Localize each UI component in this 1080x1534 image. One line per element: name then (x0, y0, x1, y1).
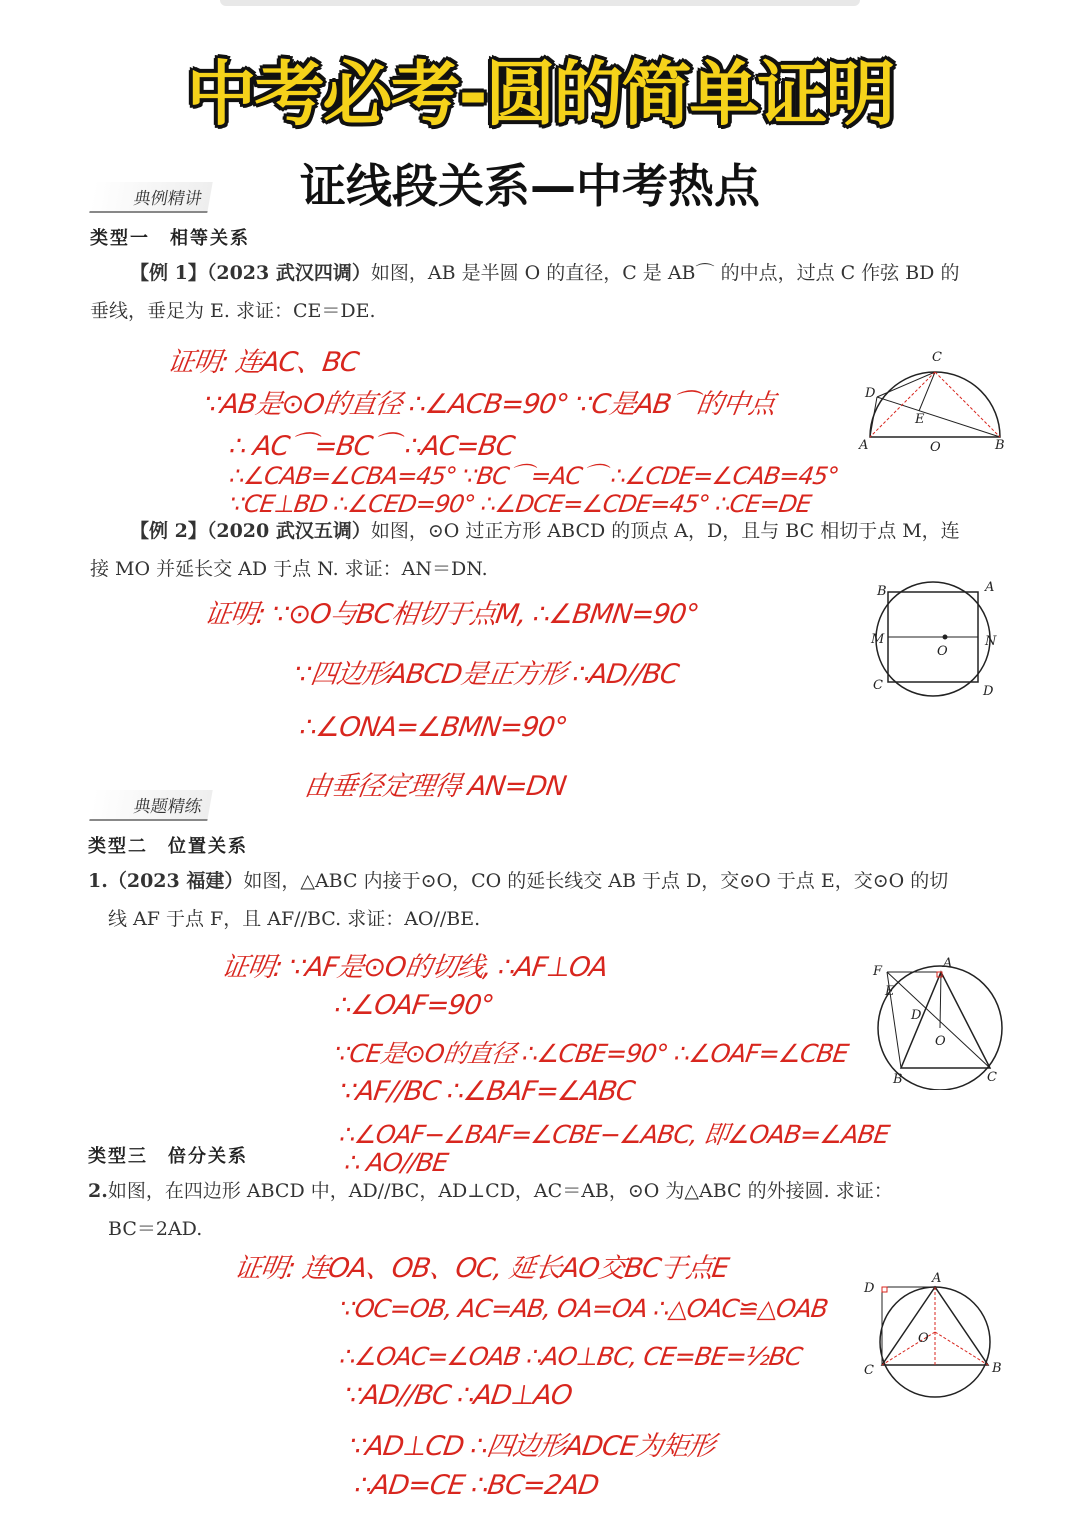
ex2-line2: 接 MO 并延长交 AD 于点 N. 求证：AN＝DN. (90, 558, 488, 580)
svg-text:D: D (983, 684, 994, 699)
ex1-text: 如图，AB 是半圆 O 的直径，C 是 AB⌒ 的中点，过点 C 作弦 BD 的 (370, 262, 960, 284)
ex1-line2: 垂线，垂足为 E. 求证：CE＝DE. (90, 300, 376, 322)
q1-line2: 线 AF 于点 F，且 AF//BC. 求证：AO//BE. (108, 908, 481, 930)
svg-text:B: B (995, 438, 1005, 453)
q1-proof-line: ∴∠OAF−∠BAF=∠CBE−∠ABC, 即∠OAB=∠ABE (337, 1120, 891, 1149)
svg-text:F: F (873, 964, 883, 979)
svg-text:O: O (918, 1331, 929, 1346)
ex2-proof-line: ∵四边形ABCD是正方形 ∴AD//BC (292, 659, 681, 690)
section-heading-1: 类型一 相等关系 (90, 228, 250, 249)
q2-line1 (88, 1172, 893, 1210)
svg-text:B: B (893, 1072, 903, 1087)
ex1-proof-line: ∴ AC⌒=BC⌒ ∴AC=BC (227, 431, 516, 462)
svg-text:D: D (864, 1281, 875, 1296)
q2-proof-line: ∵AD//BC ∴AD⊥AO (342, 1380, 574, 1411)
q2-proof-line: ∴AD=CE ∴BC=2AD (352, 1470, 601, 1501)
page-title: 中考必考-圆的简单证明 (186, 53, 894, 135)
ex2-proof-line: ∴∠ONA=∠BMN=90° (297, 712, 569, 743)
q2-number: 2. (88, 1180, 108, 1202)
q1-proof-line: 证明: ∵AF是⊙O的切线, ∴AF⊥OA (219, 952, 610, 983)
ex2-source: （2020 武汉五调） (206, 520, 371, 542)
q1-number: 1. (88, 870, 108, 892)
svg-text:O: O (930, 440, 941, 455)
ex1-proof-line: ∵CE⊥BD ∴∠CED=90° ∴∠DCE=∠CDE=45° ∴CE=DE (228, 490, 813, 518)
svg-text:O: O (937, 644, 948, 659)
q1-source: （2023 福建） (107, 870, 244, 892)
q2-proof-line: ∵OC=OB, AC=AB, OA=OA ∴△OAC≌△OAB (337, 1294, 830, 1323)
q2-proof-line: ∴∠OAC=∠OAB ∴AO⊥BC, CE=BE=½BC (337, 1342, 804, 1371)
svg-text:C: C (987, 1070, 997, 1085)
q1-proof-line: ∴∠OAF=90° (332, 990, 496, 1021)
ex1-source: （2023 武汉四调） (206, 262, 371, 284)
ex2-text: 如图，⊙O 过正方形 ABCD 的顶点 A，D，且与 BC 相切于点 M，连 (370, 520, 960, 542)
svg-text:M: M (871, 632, 885, 647)
svg-text:A: A (985, 580, 995, 595)
q1-triangle-circle-diagram (865, 955, 1015, 1090)
badge-practice: 典题精练 (89, 790, 212, 821)
ex2-proof-line: 证明: ∵⊙O与BC相切于点M, ∴∠BMN=90° (202, 599, 701, 630)
q2-proof-line: ∵AD⊥CD ∴四边形ADCE为矩形 (347, 1431, 717, 1462)
section-heading-2: 类型二 位置关系 (88, 836, 248, 857)
q2-proof-line: 证明: 连OA、OB、OC, 延长AO交BC于点E (232, 1253, 731, 1284)
svg-text:B: B (992, 1361, 1002, 1376)
page-subtitle: 证线段关系—中考热点 (300, 159, 760, 213)
q2-line2: BC＝2AD. (108, 1218, 203, 1240)
ex1-proof-line: ∵AB是⊙O的直径 ∴∠ACB=90° ∵C是AB⌒的中点 (202, 389, 777, 420)
svg-text:D: D (911, 1008, 922, 1023)
section-heading-3: 类型三 倍分关系 (88, 1146, 248, 1167)
q1-proof-line: ∴ AO//BE (342, 1148, 450, 1177)
ex1-semicircle-diagram (855, 345, 1015, 455)
q1-proof-line: ∵AF//BC ∴∠BAF=∠ABC (337, 1076, 637, 1107)
q2-quadrilateral-circle-diagram (860, 1270, 1010, 1400)
svg-text:N: N (985, 634, 997, 649)
svg-text:C: C (864, 1363, 874, 1378)
ex1-proof-line: 证明: 连AC、BC (165, 347, 361, 378)
svg-text:E: E (885, 984, 895, 999)
svg-text:D: D (865, 386, 876, 401)
ex2-line1 (130, 512, 960, 550)
q1-text: 如图，△ABC 内接于⊙O，CO 的延长线交 AB 于点 D，交⊙O 于点 E，交⊙O 的切 (243, 870, 949, 892)
badge-examples: 典例精讲 (89, 182, 212, 213)
svg-text:O: O (935, 1034, 946, 1049)
svg-text:C: C (932, 350, 942, 365)
q1-proof-line: ∵CE是⊙O的直径 ∴∠CBE=90° ∴∠OAF=∠CBE (332, 1039, 850, 1068)
ex1-label: 【例 1】 (130, 262, 207, 284)
ex2-square-circle-diagram (865, 575, 1015, 700)
ex1-proof-line: ∴∠CAB=∠CBA=45° ∵BC⌒=AC⌒ ∴∠CDE=∠CAB=45° (227, 462, 841, 490)
svg-text:B: B (877, 584, 887, 599)
svg-text:E: E (915, 412, 925, 427)
ex2-label: 【例 2】 (130, 520, 207, 542)
svg-text:C: C (873, 678, 883, 693)
top-edge (220, 0, 860, 6)
q1-line1 (88, 862, 948, 900)
svg-text:A: A (859, 438, 869, 453)
svg-text:A: A (932, 1271, 942, 1286)
ex2-proof-line: 由垂径定理得 AN=DN (302, 771, 568, 802)
q2-text: 如图，在四边形 ABCD 中，AD//BC，AD⊥CD，AC＝AB，⊙O 为△ABC 的外接圆. 求证： (107, 1180, 893, 1202)
svg-text:A: A (943, 956, 953, 971)
ex1-line1 (130, 254, 959, 292)
